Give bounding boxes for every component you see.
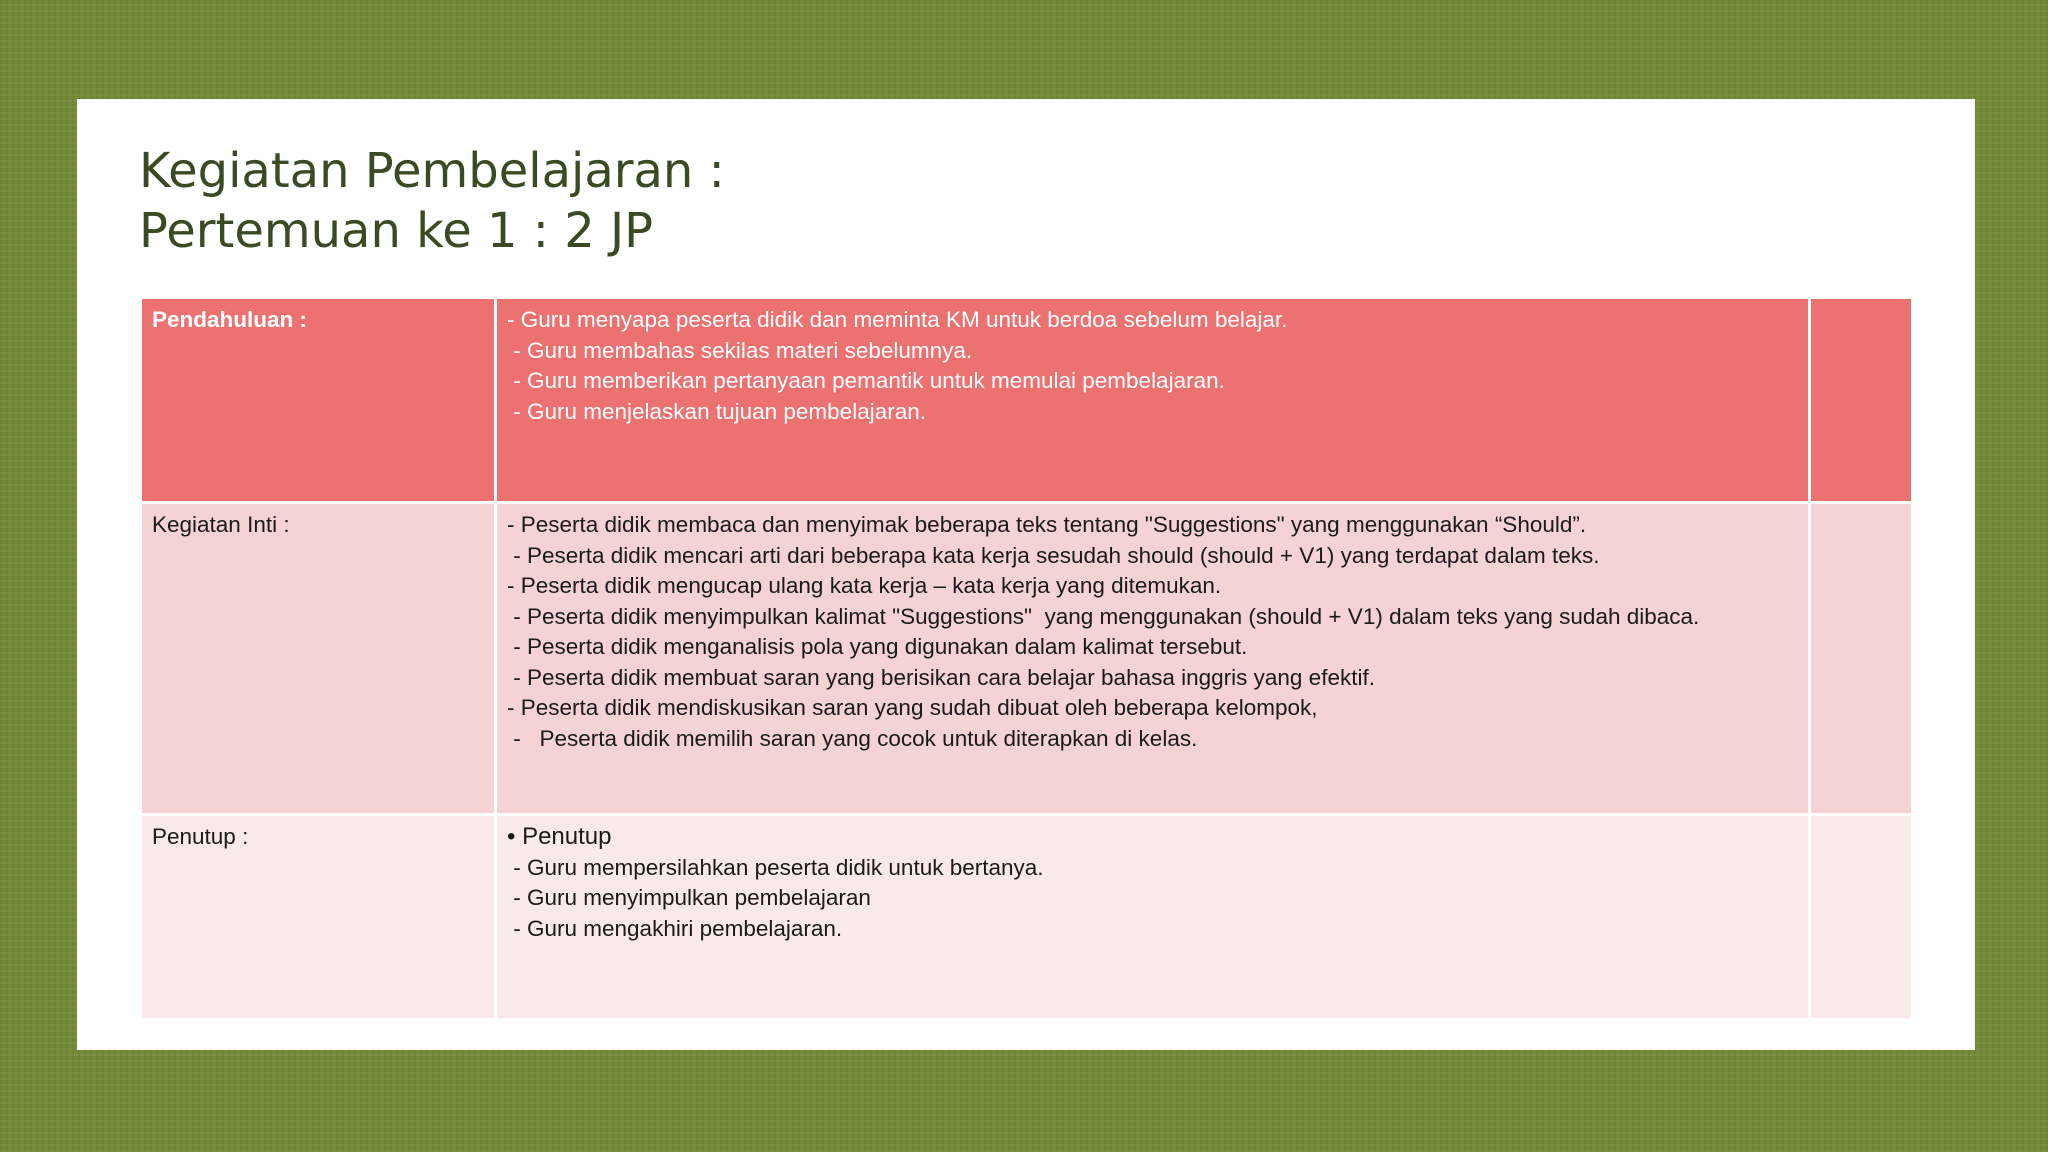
- content-line: - Peserta didik mendiskusikan saran yang sudah dibuat oleh beberapa kelompok,: [507, 695, 1318, 720]
- table-row-pendahuluan: [141, 298, 1913, 503]
- content-line: - Guru menyapa peserta didik dan meminta KM untuk berdoa sebelum belajar.: [507, 307, 1288, 332]
- content-line: - Guru memberikan pertanyaan pemantik untuk memulai pembelajaran.: [507, 368, 1225, 393]
- row-extra-cell: [1810, 298, 1913, 503]
- row-label-text: Penutup :: [152, 824, 249, 849]
- row-label-pendahuluan: [141, 298, 496, 503]
- slide: [77, 99, 1975, 1050]
- content-line: - Guru menjelaskan tujuan pembelajaran.: [507, 398, 926, 424]
- title-line-2: Pertemuan ke 1 : 2 JP: [139, 203, 654, 259]
- content-line: - Peserta didik membaca dan menyimak beberapa teks tentang "Suggestions" yang menggunakan “Should”.: [507, 512, 1587, 537]
- row-label-text: Pendahuluan :: [152, 307, 308, 332]
- row-label-text: Kegiatan Inti :: [152, 512, 290, 537]
- content-line: - Peserta didik membuat saran yang berisikan cara belajar bahasa inggris yang efektif.: [507, 664, 1375, 690]
- content-line: - Peserta didik mengucap ulang kata kerja – kata kerja yang ditemukan.: [507, 573, 1222, 598]
- title-line-1: Kegiatan Pembelajaran :: [139, 143, 725, 199]
- content-line: - Peserta didik menyimpulkan kalimat "Suggestions" yang menggunakan (should + V1) dalam teks yang sudah dibaca.: [507, 603, 1700, 629]
- content-line: - Guru mempersilahkan peserta didik untuk bertanya.: [507, 854, 1044, 880]
- content-line: - Guru menyimpulkan pembelajaran: [507, 885, 871, 910]
- row-extra-cell: [1810, 503, 1913, 815]
- content-line: - Peserta didik memilih saran yang cocok untuk diterapkan di kelas.: [507, 725, 1198, 751]
- table-row-penutup: [141, 815, 1913, 1020]
- table-row-kegiatan-inti: [141, 503, 1913, 815]
- row-label-penutup: [141, 815, 496, 1020]
- content-line: - Peserta didik menganalisis pola yang digunakan dalam kalimat tersebut.: [507, 634, 1248, 659]
- slide-title: [139, 141, 725, 261]
- content-line: - Guru membahas sekilas materi sebelumnya.: [507, 337, 973, 363]
- content-line: - Peserta didik mencari arti dari beberapa kata kerja sesudah should (should + V1) yang terdapat dalam teks.: [507, 542, 1600, 568]
- lesson-activities-table: [139, 296, 1914, 1021]
- content-line: - Guru mengakhiri pembelajaran.: [507, 915, 843, 941]
- row-content-penutup: [496, 815, 1810, 1020]
- row-content-pendahuluan: [496, 298, 1810, 503]
- content-bullet-line: • Penutup: [507, 823, 612, 850]
- row-extra-cell: [1810, 815, 1913, 1020]
- row-content-kegiatan-inti: [496, 503, 1810, 815]
- row-label-kegiatan-inti: [141, 503, 496, 815]
